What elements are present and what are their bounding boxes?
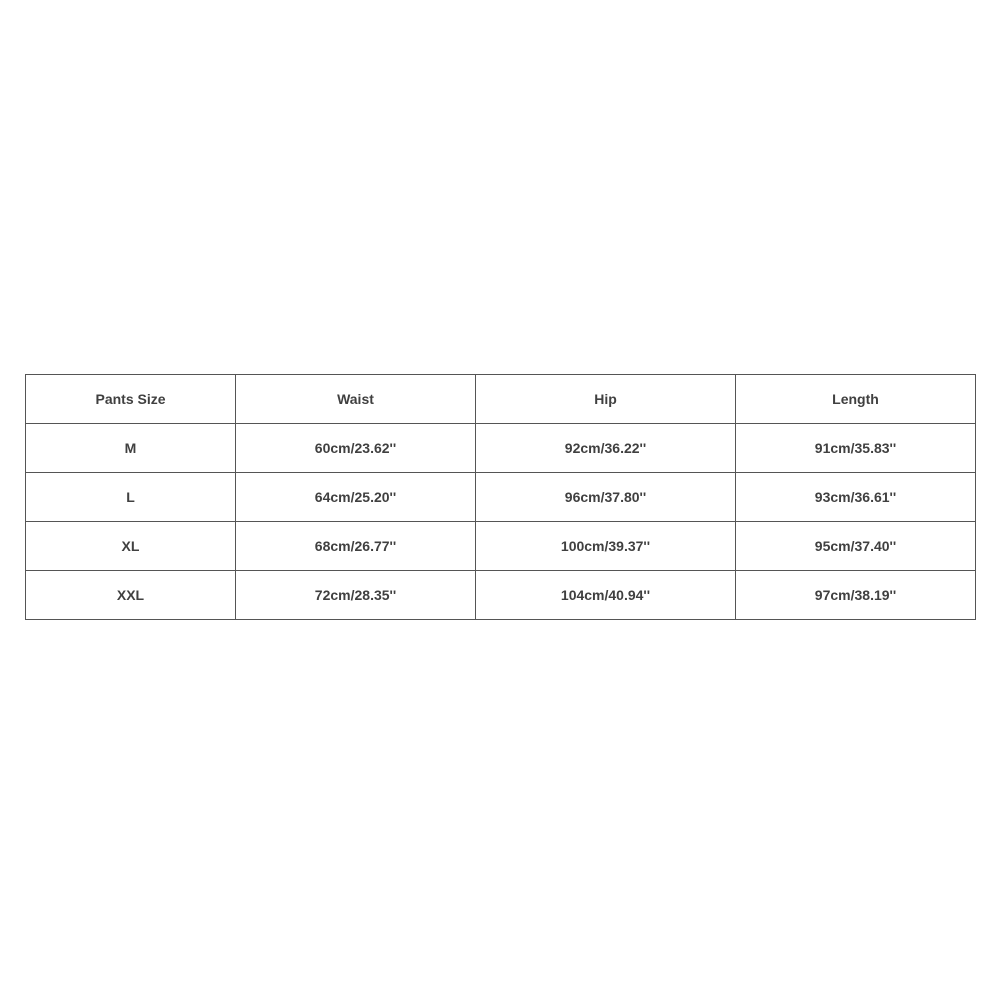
header-pants-size: Pants Size xyxy=(26,375,236,424)
table-row xyxy=(26,473,976,522)
header-hip: Hip xyxy=(476,375,736,424)
table-row xyxy=(26,522,976,571)
table-row xyxy=(26,424,976,473)
size-chart-table xyxy=(25,374,976,620)
table-row xyxy=(26,571,976,620)
cell-hip: 104cm/40.94'' xyxy=(476,571,736,620)
cell-length: 95cm/37.40'' xyxy=(736,522,976,571)
cell-length: 93cm/36.61'' xyxy=(736,473,976,522)
cell-waist: 64cm/25.20'' xyxy=(236,473,476,522)
header-waist: Waist xyxy=(236,375,476,424)
cell-hip: 92cm/36.22'' xyxy=(476,424,736,473)
cell-waist: 72cm/28.35'' xyxy=(236,571,476,620)
cell-size: L xyxy=(26,473,236,522)
cell-size: XXL xyxy=(26,571,236,620)
table-header-row xyxy=(26,375,976,424)
header-length: Length xyxy=(736,375,976,424)
cell-waist: 60cm/23.62'' xyxy=(236,424,476,473)
cell-waist: 68cm/26.77'' xyxy=(236,522,476,571)
cell-length: 91cm/35.83'' xyxy=(736,424,976,473)
cell-length: 97cm/38.19'' xyxy=(736,571,976,620)
cell-size: M xyxy=(26,424,236,473)
cell-hip: 100cm/39.37'' xyxy=(476,522,736,571)
cell-hip: 96cm/37.80'' xyxy=(476,473,736,522)
cell-size: XL xyxy=(26,522,236,571)
